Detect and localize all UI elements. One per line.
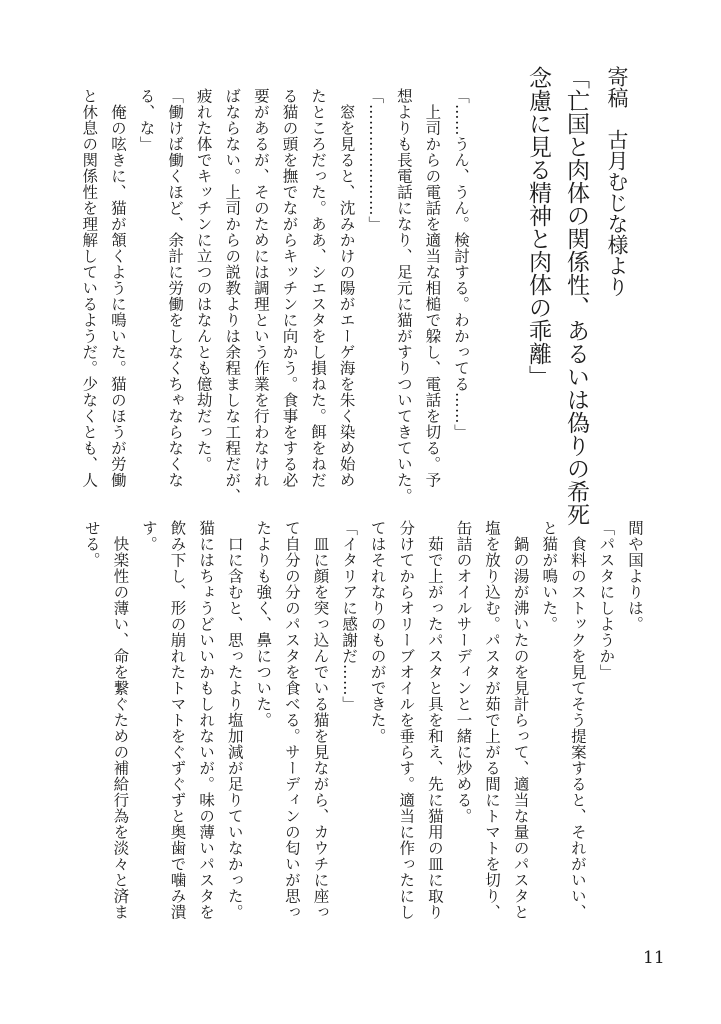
text-line: 缶詰のオイルサーディンと一緒に炒める。 [454,520,473,824]
text-line: たところだった。ああ、シエスタをし損ねた。餌をねだ [309,88,328,488]
text-line: てはそれなりのものができた。 [368,520,387,744]
text-line: 分けてからオリーブオイルを垂らす。適当に作ったにし [397,520,416,920]
byline: 寄稿 古月むじな様より [605,66,629,297]
text-line: ばならない。上司からの説教よりは余程ましな工程だが、 [223,88,242,504]
heading-block [519,66,639,526]
text-line: 鍋の湯が沸いたのを見計らって、適当な量のパスタと [511,520,530,920]
text-line: 口に含むと、思ったより塩加減が足りていなかった。 [225,520,244,920]
text-line: と休息の関係性を理解しているようだ。少なくとも、人 [80,88,99,488]
text-line: せる。 [82,520,101,568]
text-line: 疲れた体でキッチンに立つのはなんとも億劫だった。 [194,88,213,472]
text-line: 間や国よりは。 [626,520,644,632]
body-text-bottom [77,520,649,940]
title-line-2: 念慮に見る精神と肉体の乖離」 [525,66,551,388]
text-line: る、な」 [137,88,156,152]
text-line: 「……うん、うん。検討する。わかってる……」 [452,88,470,440]
text-line: と猫が鳴いた。 [540,520,559,632]
text-line: る猫の頭を撫でながらキッチンに向かう。食事をする必 [280,88,299,488]
text-line: 猫にはちょうどいいかもしれないが。味の薄いパスタを [197,520,216,920]
text-line: 快楽性の薄い、命を繋ぐための補給行為を淡々と済ま [111,520,130,920]
page-number: 11 [643,948,665,968]
title-line-1: 「亡国と肉体の関係性、あるいは偽りの希死 [563,66,589,526]
text-line: 「…………………」 [366,88,385,232]
text-line: 俺の呟きに、猫が頷くように鳴いた。猫のほうが労働 [108,88,127,488]
text-line: 食料のストックを見てそう提案すると、それがいい、 [568,520,587,920]
text-line: 飲み下し、形の崩れたトマトをぐずぐずと奥歯で噛み潰 [168,520,187,920]
text-line: 「働けば働くほど、余計に労働をしなくちゃならなくな [166,88,185,488]
text-line: 窓を見ると、沈みかけの陽がエーゲ海を朱く染め始め [337,88,356,488]
text-line: たよりも強く、鼻についた。 [254,520,273,728]
body-text-top [75,88,475,508]
text-line: 想よりも長電話になり、足元に猫がすりついてきていた。 [394,88,413,504]
text-line: 茹で上がったパスタと具を和え、先に猫用の皿に取り [425,520,444,920]
text-line: 要があるが、そのためには調理という作業を行わなけれ [251,88,270,488]
text-line: て自分の分のパスタを食べる。サーディンの匂いが思っ [282,520,301,920]
text-line: す。 [139,520,158,552]
text-line: 「パスタにしようか」 [597,520,616,680]
text-line: 皿に顔を突っ込んでいる猫を見ながら、カウチに座っ [311,520,330,920]
text-line: 「イタリアに感謝だ……」 [340,520,359,712]
text-line: 上司からの電話を適当な相槌で躱し、電話を切る。予 [423,88,442,488]
text-line: 塩を放り込む。パスタが茹で上がる間にトマトを切り、 [483,520,502,920]
